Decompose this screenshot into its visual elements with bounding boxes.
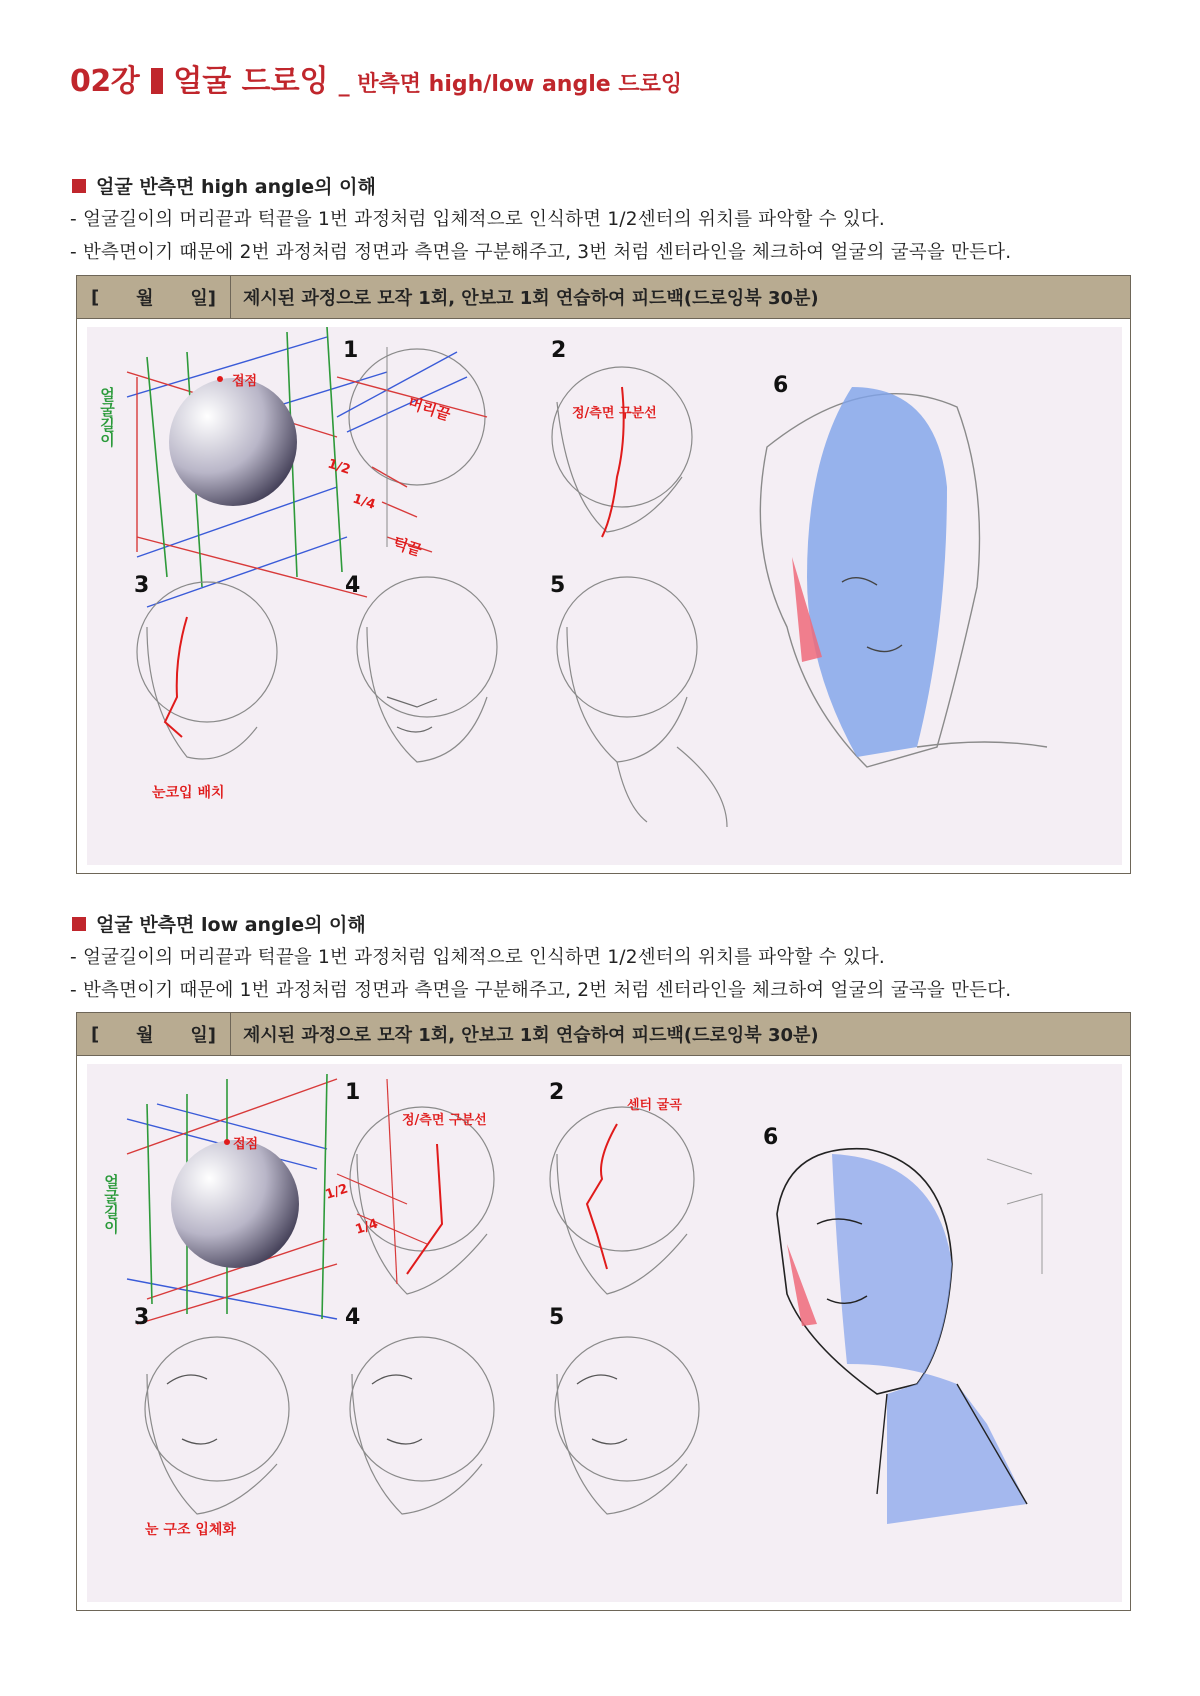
section-desc-high-2: - 반측면이기 때문에 2번 과정처럼 정면과 측면을 구분해주고, 3번 처럼 센터라인을 체크하여 얼굴의 굴곡을 만든다. xyxy=(70,242,1012,263)
step-number-2: 2 xyxy=(549,1080,565,1105)
step-number-4: 4 xyxy=(345,1305,361,1330)
step-6-sketch xyxy=(763,1125,1042,1524)
label-front-side: 정/측면 구분선 xyxy=(402,1113,487,1128)
step-1-sketch xyxy=(326,338,487,560)
date-field: [ 월 일] xyxy=(77,1013,231,1055)
sphere xyxy=(171,1140,299,1268)
lesson-title: 얼굴 드로잉 xyxy=(173,64,329,99)
label-quarter: 1/4 xyxy=(353,1216,380,1238)
step-5-sketch xyxy=(550,573,727,827)
label-chin: 턱끝 xyxy=(390,533,424,560)
section-heading-low: 얼굴 반측면 low angle의 이해 xyxy=(72,910,366,937)
label-face-length: 얼굴길이 xyxy=(102,1174,120,1234)
practice-band-high xyxy=(76,275,1131,319)
step-3-sketch xyxy=(134,1305,289,1538)
drawing-frame-low xyxy=(76,1055,1131,1611)
lesson-number: 02강 xyxy=(70,64,140,99)
step-number-5: 5 xyxy=(550,573,566,598)
step-number-6: 6 xyxy=(773,373,789,398)
step-5-sketch xyxy=(549,1305,699,1514)
step-number-4: 4 xyxy=(345,573,361,598)
page-title xyxy=(70,56,682,100)
practice-instruction: 제시된 과정으로 모작 1회, 안보고 1회 연습하여 피드백(드로잉북 30분) xyxy=(243,288,819,309)
section-desc-high-1: - 얼굴길이의 머리끝과 턱끝을 1번 과정처럼 입체적으로 인식하면 1/2센터의 위치를 파악할 수 있다. xyxy=(70,209,885,230)
step-number-3: 3 xyxy=(134,1305,150,1330)
step-4-sketch xyxy=(345,573,497,762)
label-center-curve: 센터 굴곡 xyxy=(627,1098,682,1113)
practice-band-low xyxy=(76,1012,1131,1056)
label-half: 1/2 xyxy=(325,456,353,478)
contact-point-dot xyxy=(224,1139,230,1145)
bullet-square-icon xyxy=(72,917,86,931)
step-2-sketch xyxy=(549,1080,694,1294)
label-contact: 접점 xyxy=(233,1137,259,1152)
low-angle-illustration xyxy=(87,1064,1122,1602)
title-bar-decoration xyxy=(151,68,163,94)
label-features: 눈코입 배치 xyxy=(152,785,225,801)
label-face-length: 얼굴길이 xyxy=(98,387,116,447)
label-half: 1/2 xyxy=(323,1181,350,1203)
step-1-sketch xyxy=(324,1079,494,1294)
step-number-3: 3 xyxy=(134,573,150,598)
bullet-square-icon xyxy=(72,179,86,193)
date-field: [ 월 일] xyxy=(77,276,231,318)
step-2-sketch xyxy=(551,338,692,537)
section-heading-high: 얼굴 반측면 high angle의 이해 xyxy=(72,172,376,199)
practice-instruction: 제시된 과정으로 모작 1회, 안보고 1회 연습하여 피드백(드로잉북 30분) xyxy=(243,1025,819,1046)
label-front-side: 정/측면 구분선 xyxy=(572,406,657,421)
lesson-subtitle: _ 반측면 high/low angle 드로잉 xyxy=(338,72,683,97)
drawing-panel-high xyxy=(87,327,1122,865)
section-desc-low-2: - 반측면이기 때문에 1번 과정처럼 정면과 측면을 구분해주고, 2번 처럼 센터라인을 체크하여 얼굴의 굴곡을 만든다. xyxy=(70,980,1012,1001)
step-number-6: 6 xyxy=(763,1125,779,1150)
step-3-sketch xyxy=(134,573,277,801)
sphere xyxy=(169,378,297,506)
section-desc-low-1: - 얼굴길이의 머리끝과 턱끝을 1번 과정처럼 입체적으로 인식하면 1/2센터의 위치를 파악할 수 있다. xyxy=(70,947,885,968)
label-contact: 접점 xyxy=(232,374,258,389)
step-number-5: 5 xyxy=(549,1305,565,1330)
step-number-2: 2 xyxy=(551,338,567,363)
step-4-sketch xyxy=(345,1305,494,1514)
label-head-top: 머리끝 xyxy=(405,393,453,425)
step-number-1: 1 xyxy=(345,1080,361,1105)
drawing-panel-low xyxy=(87,1064,1122,1602)
drawing-frame-high xyxy=(76,318,1131,874)
step-6-sketch xyxy=(760,373,1047,767)
label-quarter: 1/4 xyxy=(350,491,378,513)
label-eye-structure: 눈 구조 입체화 xyxy=(145,1522,236,1538)
high-angle-illustration xyxy=(87,327,1122,865)
contact-point-dot xyxy=(217,376,223,382)
sphere-diagram xyxy=(102,1074,337,1324)
step-number-1: 1 xyxy=(343,338,359,363)
